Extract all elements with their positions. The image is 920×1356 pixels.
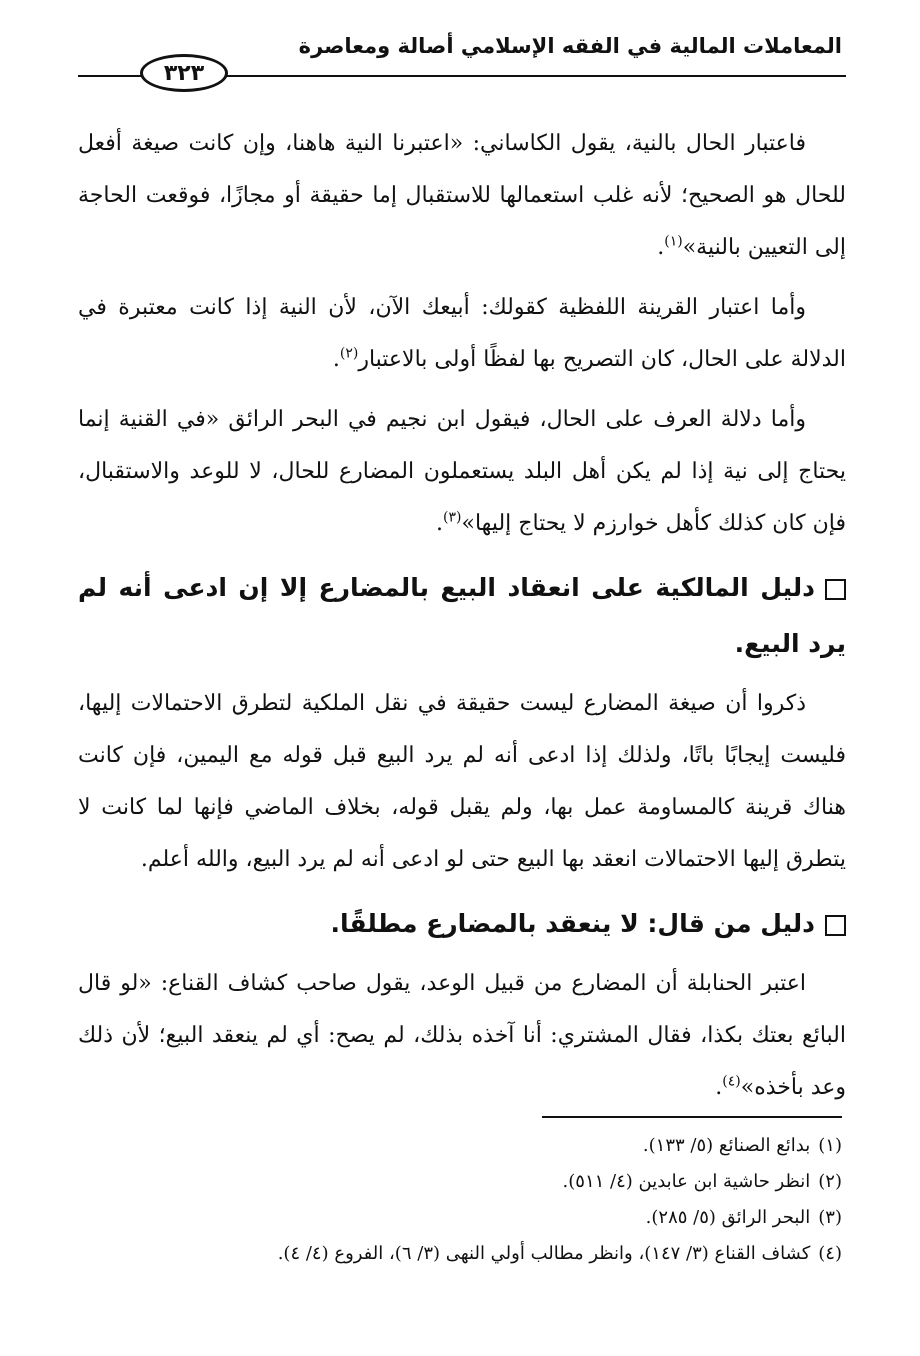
paragraph bbox=[78, 678, 846, 886]
footnote-ref[interactable]: (٢) bbox=[339, 345, 359, 362]
paragraph-text: اعتبر الحنابلة أن المضارع من قبيل الوعد، يقول صاحب كشاف القناع: «لو قال البائع بعتك بكذا، فقال المشتري: أنا آخذه بذلك، لم يصح: أي لم ينعقد البيع؛ لأن ذلك وعد بأخذه» bbox=[78, 971, 846, 1100]
footnote bbox=[74, 1236, 842, 1272]
paragraph-text: وأما اعتبار القرينة اللفظية كقولك: أبيعك الآن، لأن النية إذا كانت معتبرة في الدلالة على الحال، كان التصريح بها لفظًا أولى بالاعتبار bbox=[78, 295, 846, 372]
section-heading-text: دليل المالكية على انعقاد البيع بالمضارع إلا إن ادعى أنه لم يرد البيع. bbox=[78, 573, 846, 658]
paragraph-text: وأما دلالة العرف على الحال، فيقول ابن نجيم في البحر الرائق «في القنية إنما يحتاج إلى نية إذا لم يكن أهل البلد يستعملون المضارع للحال، لا للوعد والاستقبال، فإن كان كذلك كأهل خوارزم لا يحتاج إليها» bbox=[78, 407, 846, 536]
footnote-ref[interactable]: (١) bbox=[664, 233, 683, 250]
square-bullet-icon bbox=[825, 579, 846, 600]
end-mark: . bbox=[436, 511, 444, 536]
footnote-text: كشاف القناع (٣/ ١٤٧)، وانظر مطالب أولي النهى (٣/ ٦)، الفروع (٤/ ٤). bbox=[277, 1243, 811, 1264]
footnote-ref[interactable]: (٣) bbox=[443, 509, 462, 526]
end-mark: . bbox=[657, 235, 665, 260]
footnote-number: (٢) bbox=[818, 1171, 842, 1192]
section-heading bbox=[78, 896, 846, 952]
running-title: المعاملات المالية في الفقه الإسلامي أصالة ومعاصرة bbox=[298, 34, 842, 58]
paragraph-text: ذكروا أن صيغة المضارع ليست حقيقة في نقل الملكية لتطرق الاحتمالات إليها، فليست إيجابًا باتًا، ولذلك إذا ادعى أنه لم يرد البيع قبل قوله مع اليمين، فإن كانت هناك قرينة كالمساومة عمل بها، ولم يقبل قوله، بخلاف الماضي فإنها لما كانت لا يتطرق إليها الاحتمالات انعقد بها البيع حتى لو ادعى أنه لم يرد البيع، والله أعلم. bbox=[78, 691, 846, 872]
paragraph bbox=[78, 958, 846, 1114]
paragraph-text: فاعتبار الحال بالنية، يقول الكاساني: «اعتبرنا النية هاهنا، وإن كانت صيغة أفعل للحال هو الصحيح؛ لأنه غلب استعمالها للاستقبال إما حقيقة أو مجازًا، فوقعت الحاجة إلى التعيين بالنية» bbox=[78, 131, 846, 260]
footnote-ref[interactable]: (٤) bbox=[722, 1073, 741, 1090]
paragraph bbox=[78, 118, 846, 274]
footnote bbox=[74, 1164, 842, 1200]
footnote-rule bbox=[542, 1116, 842, 1118]
footnote-text: بدائع الصنائع (٥/ ١٣٣). bbox=[642, 1135, 811, 1156]
end-mark: . bbox=[332, 347, 340, 372]
footnote-number: (٤) bbox=[818, 1243, 842, 1264]
footnotes bbox=[74, 1128, 842, 1272]
footnote bbox=[74, 1200, 842, 1236]
footnote bbox=[74, 1128, 842, 1164]
end-mark: . bbox=[715, 1075, 723, 1100]
footnote-text: البحر الرائق (٥/ ٢٨٥). bbox=[645, 1207, 811, 1228]
main-text bbox=[78, 118, 846, 1122]
footnote-number: (١) bbox=[818, 1135, 842, 1156]
footnote-number: (٣) bbox=[818, 1207, 842, 1228]
paragraph bbox=[78, 394, 846, 550]
section-heading-text: دليل من قال: لا ينعقد بالمضارع مطلقًا. bbox=[330, 909, 815, 938]
footnote-text: انظر حاشية ابن عابدين (٤/ ٥١١). bbox=[562, 1171, 811, 1192]
page-number: ٣٢٣ bbox=[140, 54, 228, 92]
section-heading bbox=[78, 560, 846, 672]
square-bullet-icon bbox=[825, 915, 846, 936]
paragraph bbox=[78, 282, 846, 386]
